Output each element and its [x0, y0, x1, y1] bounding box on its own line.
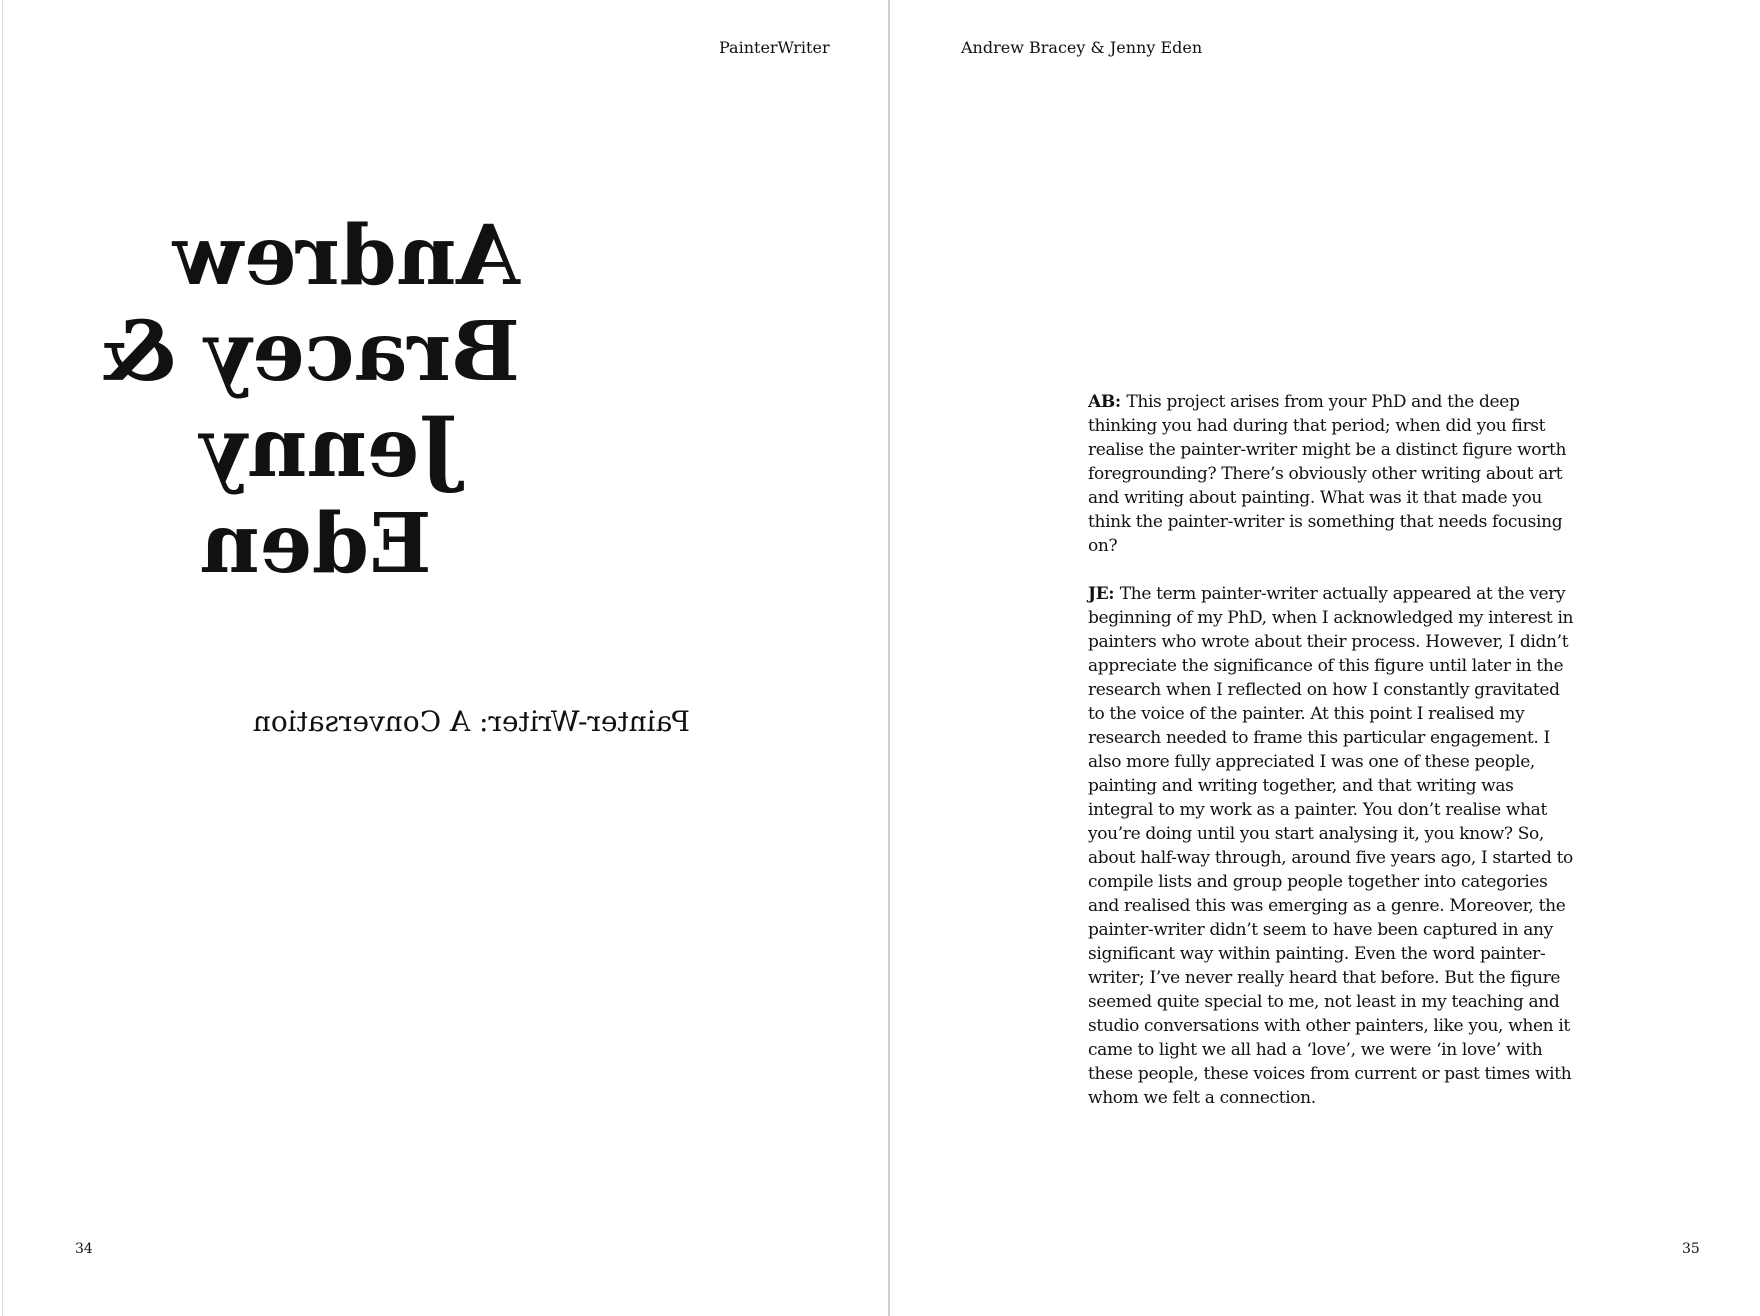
conversation-text: [1088, 390, 1578, 1134]
running-head-right: Andrew Bracey & Jenny Eden: [961, 38, 1203, 57]
mirrored-subtitle: Painter-Writer: A Conversation: [252, 705, 690, 738]
gutter-divider: [888, 0, 890, 1316]
author-title-line: Bracey &: [102, 304, 520, 400]
speaker-label: JE:: [1088, 584, 1120, 604]
author-title-line: Andrew: [173, 208, 520, 304]
author-title-line: Eden: [200, 496, 432, 592]
author-title-line: Jenny: [200, 400, 458, 496]
page-number-right: 35: [1682, 1241, 1700, 1257]
page-edge: [2, 0, 3, 1316]
mirrored-author-title: [102, 208, 520, 592]
page-number-left: 34: [75, 1241, 93, 1257]
conversation-paragraph: [1088, 390, 1578, 558]
running-head-left: PainterWriter: [719, 38, 830, 57]
paragraph-text: This project arises from your PhD and the deep thinking you had during that period; when did you first realise the painter-writer might be a distinct figure worth foregrounding? There’s obviously other writing about art and writing about painting. What was it that made you think the painter-writer is something that needs focusing on?: [1088, 392, 1567, 556]
conversation-paragraph: [1088, 582, 1578, 1110]
speaker-label: AB:: [1088, 392, 1127, 412]
paragraph-text: The term painter-writer actually appeared at the very beginning of my PhD, when I acknowledged my interest in painters who wrote about their process. However, I didn’t appreciate the significance of this figure until later in the research when I reflected on how I constantly gravitated to the voice of the painter. At this point I realised my research needed to frame this particular engagement. I also more fully appreciated I was one of these people, painting and writing together, and that writing was integral to my work as a painter. You don’t realise what you’re doing until you start analysing it, you know? So, about half-way through, around five years ago, I started to compile lists and group people together into categories and realised this was emerging as a genre. Moreover, the painter-writer didn’t seem to have been captured in any significant way within painting. Even the word painter-writer; I’ve never really heard that before. But the figure seemed quite special to me, not least in my teaching and studio conversations with other painters, like you, when it came to light we all had a ‘love’, we were ‘in love’ with these people, these voices from current or past times with whom we felt a connection.: [1088, 584, 1574, 1108]
